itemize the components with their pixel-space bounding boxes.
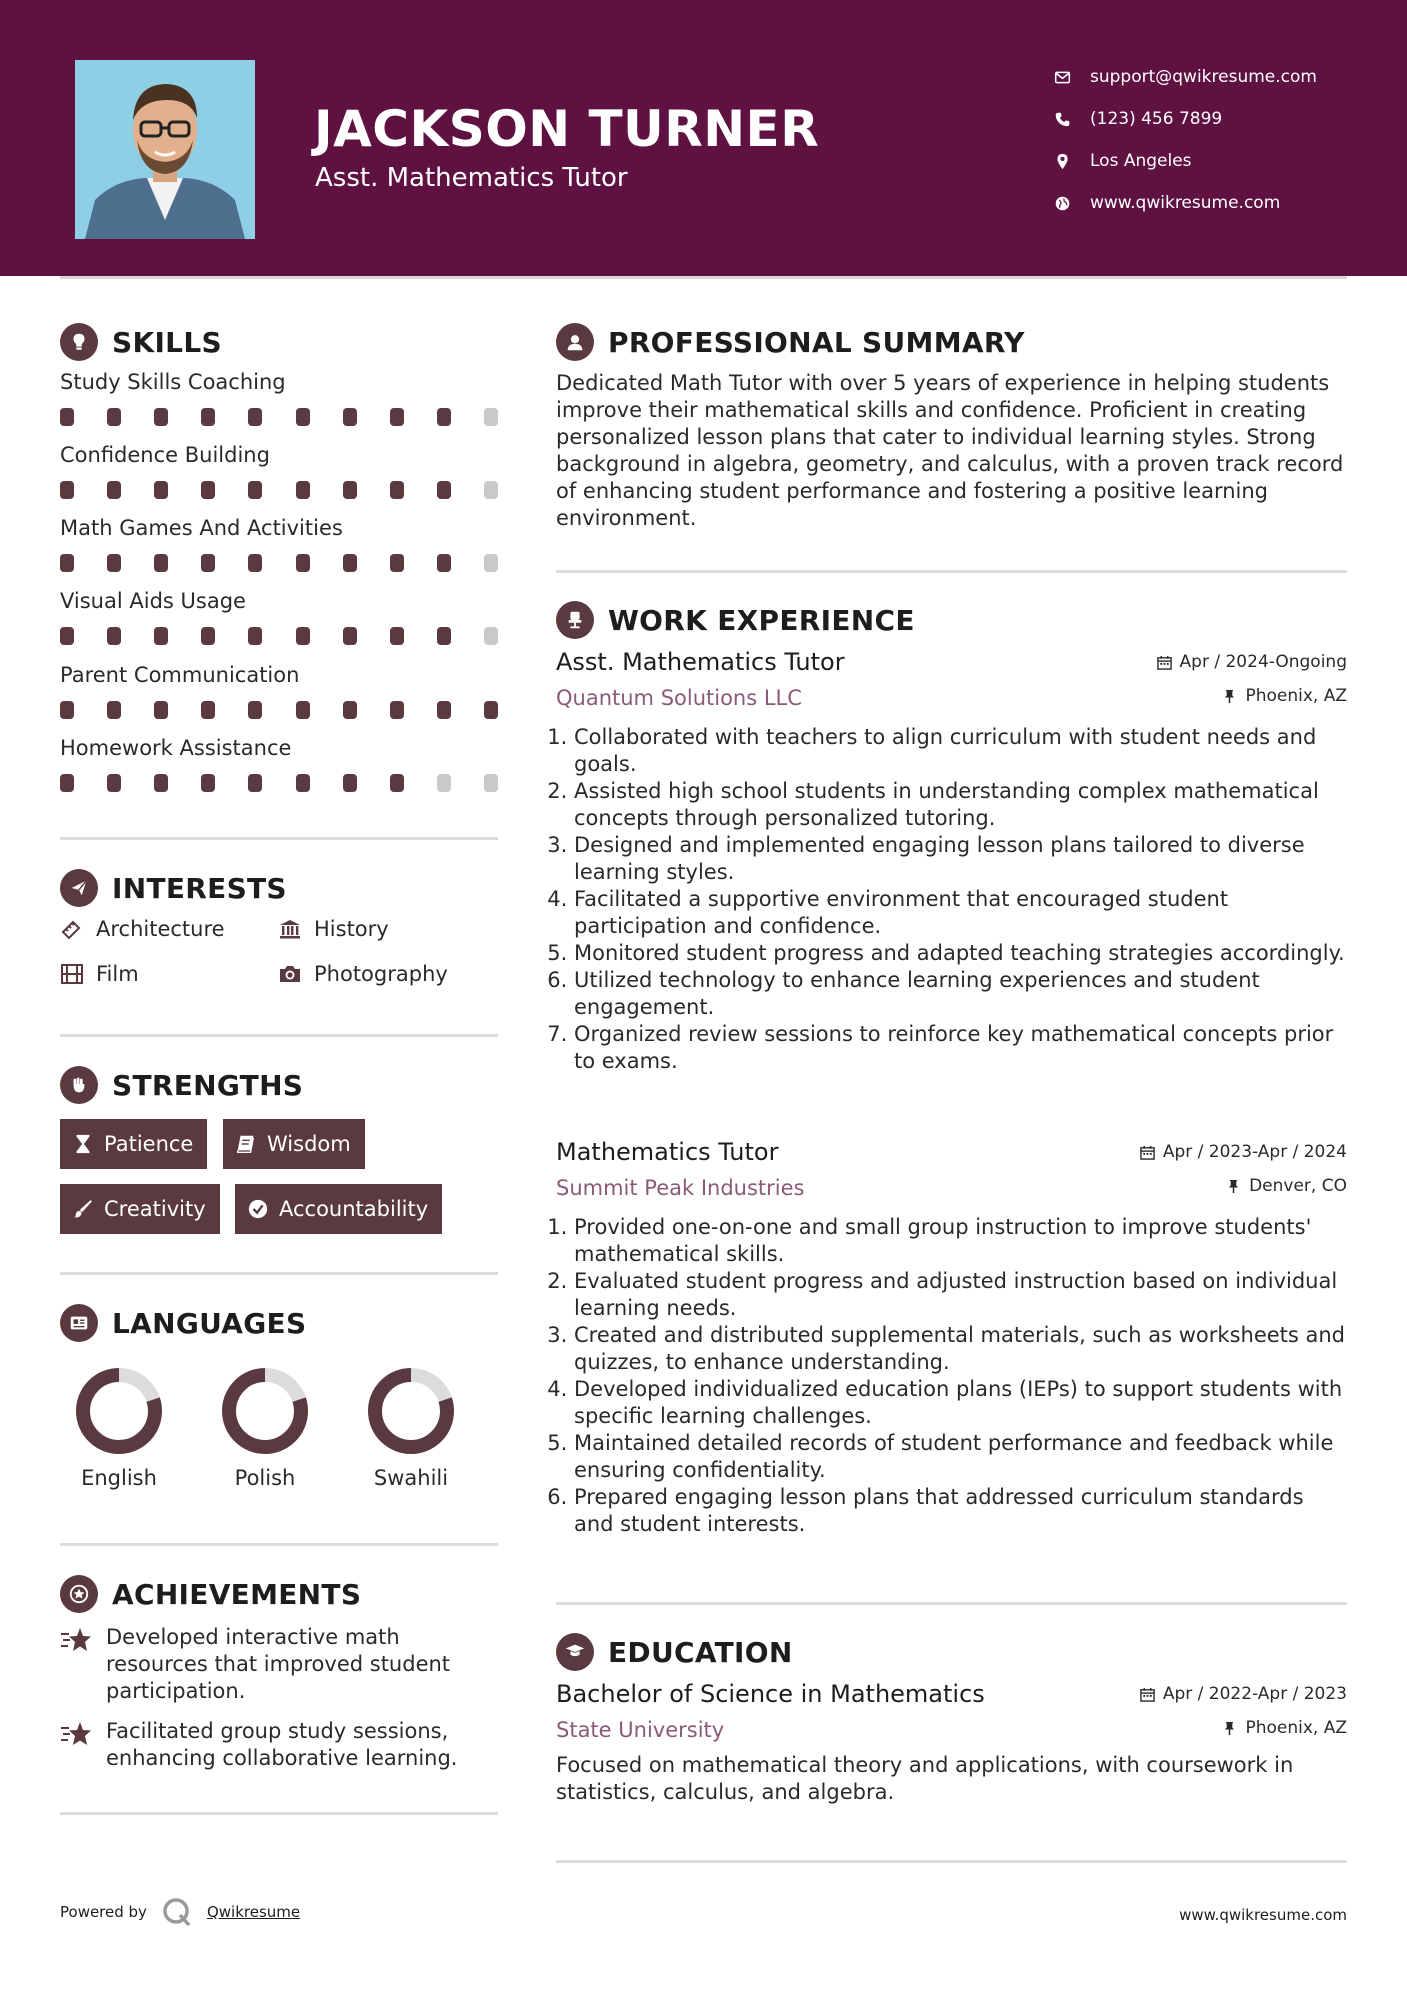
contact-list bbox=[1054, 56, 1317, 224]
user-icon bbox=[556, 323, 594, 361]
contact-location-text: Los Angeles bbox=[1090, 151, 1192, 171]
rating-dot-filled bbox=[201, 408, 215, 426]
rating-dot-empty bbox=[484, 408, 498, 426]
rating-dot-filled bbox=[248, 554, 262, 572]
interest-item bbox=[278, 962, 448, 986]
rating-dot-filled bbox=[484, 701, 498, 719]
rating-dot-filled bbox=[390, 481, 404, 499]
job-bullet: 3. Designed and implemented engaging lesson plans tailored to diverse learning styles. bbox=[574, 832, 1347, 886]
raised-fist-icon bbox=[60, 1066, 98, 1104]
rating-dot-filled bbox=[107, 408, 121, 426]
skills-title: SKILLS bbox=[112, 325, 222, 359]
strength-tag bbox=[60, 1184, 220, 1234]
interests-title: INTERESTS bbox=[112, 871, 287, 905]
achievements-title: ACHIEVEMENTS bbox=[112, 1577, 362, 1611]
contact-email[interactable] bbox=[1054, 56, 1317, 98]
pushpin-icon bbox=[1222, 689, 1237, 704]
skill-name: Visual Aids Usage bbox=[60, 589, 246, 613]
footer-powered-by bbox=[60, 1896, 300, 1928]
experience-title: WORK EXPERIENCE bbox=[608, 603, 915, 637]
skill-item bbox=[60, 589, 500, 645]
powered-by-text: Powered by bbox=[60, 1903, 147, 1921]
job-location bbox=[1222, 686, 1347, 706]
profile-photo bbox=[75, 60, 255, 239]
job-date-text: Apr / 2023-Apr / 2024 bbox=[1162, 1142, 1347, 1162]
rating-dot-filled bbox=[390, 554, 404, 572]
skill-name: Study Skills Coaching bbox=[60, 370, 286, 394]
rating-dot-filled bbox=[296, 554, 310, 572]
job-title: Mathematics Tutor bbox=[556, 1138, 779, 1166]
rating-dot-filled bbox=[248, 408, 262, 426]
rating-dot-filled bbox=[248, 701, 262, 719]
summary-text: Dedicated Math Tutor with over 5 years of experience in helping students improve their mathematical skills and confidence. Proficient in creating personalized lesson plans that cater to individual learning styles. Strong background in algebra, geometry, and calculus, with a proven track record of enhancing student performance and fostering a positive learning environment. bbox=[556, 371, 1344, 530]
rating-dot-empty bbox=[484, 481, 498, 499]
strength-tag bbox=[235, 1184, 442, 1234]
envelope-icon bbox=[1054, 69, 1090, 86]
rating-dot-filled bbox=[343, 627, 357, 645]
contact-website-text: www.qwikresume.com bbox=[1090, 193, 1281, 213]
language-name: Polish bbox=[234, 1466, 296, 1490]
job-location-text: Denver, CO bbox=[1249, 1176, 1347, 1196]
rating-dot-filled bbox=[296, 774, 310, 792]
rating-dot-filled bbox=[107, 481, 121, 499]
rating-dot-filled bbox=[201, 554, 215, 572]
contact-website[interactable] bbox=[1054, 182, 1317, 224]
resume-header bbox=[0, 0, 1407, 276]
rating-dot-filled bbox=[437, 554, 451, 572]
skill-rating bbox=[60, 554, 498, 572]
divider bbox=[556, 570, 1347, 573]
divider bbox=[60, 1812, 498, 1815]
rating-dot-filled bbox=[154, 481, 168, 499]
lightbulb-icon bbox=[60, 323, 98, 361]
job-entry bbox=[556, 1138, 1347, 1538]
job-bullets bbox=[556, 724, 1347, 1075]
museum-icon bbox=[278, 917, 302, 941]
interest-item bbox=[60, 962, 139, 986]
office-chair-icon bbox=[556, 601, 594, 639]
skill-item bbox=[60, 443, 500, 499]
skill-rating bbox=[60, 627, 498, 645]
rating-dot-filled bbox=[154, 554, 168, 572]
rating-dot-filled bbox=[390, 701, 404, 719]
rating-dot-filled bbox=[201, 481, 215, 499]
rating-dot-filled bbox=[60, 627, 74, 645]
strengths-heading bbox=[60, 1066, 303, 1104]
education-location-text: Phoenix, AZ bbox=[1245, 1718, 1347, 1738]
rating-dot-empty bbox=[437, 774, 451, 792]
education-degree: Bachelor of Science in Mathematics bbox=[556, 1680, 985, 1708]
rating-dot-filled bbox=[60, 774, 74, 792]
rating-dot-filled bbox=[296, 701, 310, 719]
language-proficiency-ring bbox=[220, 1366, 310, 1456]
rating-dot-filled bbox=[437, 408, 451, 426]
job-date-text: Apr / 2024-Ongoing bbox=[1179, 652, 1347, 672]
rating-dot-filled bbox=[154, 701, 168, 719]
rating-dot-filled bbox=[107, 627, 121, 645]
education-heading bbox=[556, 1633, 793, 1671]
language-name: Swahili bbox=[373, 1466, 449, 1490]
rating-dot-filled bbox=[343, 554, 357, 572]
education-description: Focused on mathematical theory and applications, with coursework in statistics, calculus, and algebra. bbox=[556, 1753, 1294, 1804]
shooting-star-icon bbox=[60, 1626, 92, 1654]
job-bullet: 1. Collaborated with teachers to align curriculum with student needs and goals. bbox=[574, 724, 1347, 778]
calendar-icon bbox=[1140, 1145, 1155, 1160]
education-school: State University bbox=[556, 1718, 725, 1742]
shooting-star-icon bbox=[60, 1720, 92, 1748]
rating-dot-filled bbox=[107, 701, 121, 719]
divider bbox=[556, 1602, 1347, 1605]
education-entry bbox=[556, 1680, 1347, 1806]
achievement-text: Facilitated group study sessions, enhancing collaborative learning. bbox=[106, 1719, 458, 1770]
book-icon bbox=[235, 1133, 257, 1155]
job-bullet: 2. Evaluated student progress and adjusted instruction based on individual learning needs. bbox=[574, 1268, 1347, 1322]
globe-icon bbox=[1054, 195, 1090, 212]
skills-heading bbox=[60, 323, 222, 361]
job-bullet: 4. Facilitated a supportive environment that encouraged student participation and confidence. bbox=[574, 886, 1347, 940]
education-date bbox=[1140, 1684, 1347, 1704]
interest-label: Film bbox=[96, 962, 139, 986]
rating-dot-filled bbox=[154, 408, 168, 426]
contact-phone[interactable] bbox=[1054, 98, 1317, 140]
skill-item bbox=[60, 736, 500, 792]
divider bbox=[60, 1272, 498, 1275]
language-item bbox=[205, 1366, 325, 1490]
pushpin-icon bbox=[1226, 1179, 1241, 1194]
rating-dot-filled bbox=[201, 701, 215, 719]
language-item bbox=[59, 1366, 179, 1490]
hourglass-icon bbox=[72, 1133, 94, 1155]
rating-dot-filled bbox=[296, 481, 310, 499]
rating-dot-filled bbox=[248, 481, 262, 499]
language-name: English bbox=[81, 1466, 157, 1490]
skill-rating bbox=[60, 701, 498, 719]
skill-rating bbox=[60, 774, 498, 792]
job-company: Quantum Solutions LLC bbox=[556, 686, 802, 710]
header-divider bbox=[60, 276, 1347, 279]
languages-heading bbox=[60, 1304, 306, 1342]
strengths-title: STRENGTHS bbox=[112, 1068, 304, 1102]
rating-dot-filled bbox=[107, 554, 121, 572]
job-date bbox=[1140, 1142, 1347, 1162]
contact-phone-text: (123) 456 7899 bbox=[1090, 109, 1223, 129]
skill-item bbox=[60, 370, 500, 426]
skill-item bbox=[60, 663, 500, 719]
job-location bbox=[1226, 1176, 1347, 1196]
job-company: Summit Peak Industries bbox=[556, 1176, 805, 1200]
rating-dot-empty bbox=[484, 774, 498, 792]
rating-dot-filled bbox=[437, 627, 451, 645]
interests-heading bbox=[60, 869, 287, 907]
rating-dot-filled bbox=[201, 627, 215, 645]
ruler-pencil-icon bbox=[60, 917, 84, 941]
interest-label: Photography bbox=[314, 962, 448, 986]
rating-dot-filled bbox=[296, 408, 310, 426]
skill-rating bbox=[60, 408, 498, 426]
pushpin-icon bbox=[1222, 1721, 1237, 1736]
paper-plane-icon bbox=[60, 869, 98, 907]
achievement-item bbox=[60, 1718, 500, 1772]
language-proficiency-ring bbox=[366, 1366, 456, 1456]
interest-item bbox=[278, 917, 389, 941]
skill-rating bbox=[60, 481, 498, 499]
strength-label: Accountability bbox=[279, 1197, 429, 1221]
job-bullet: 1. Provided one-on-one and small group instruction to improve students' mathematical skills. bbox=[574, 1214, 1347, 1268]
job-date bbox=[1157, 652, 1347, 672]
rating-dot-filled bbox=[343, 774, 357, 792]
achievement-text: Developed interactive math resources that improved student participation. bbox=[106, 1625, 451, 1703]
language-card-icon bbox=[60, 1304, 98, 1342]
contact-location bbox=[1054, 140, 1317, 182]
phone-icon bbox=[1054, 111, 1090, 128]
skill-name: Parent Communication bbox=[60, 663, 300, 687]
job-bullets bbox=[556, 1214, 1347, 1538]
map-marker-icon bbox=[1054, 153, 1090, 170]
rating-dot-filled bbox=[437, 481, 451, 499]
rating-dot-filled bbox=[248, 774, 262, 792]
footer-url[interactable]: www.qwikresume.com bbox=[1179, 1906, 1347, 1924]
job-bullet: 5. Maintained detailed records of student performance and feedback while ensuring confidentiality. bbox=[574, 1430, 1347, 1484]
job-bullet: 5. Monitored student progress and adapted teaching strategies accordingly. bbox=[574, 940, 1347, 967]
calendar-icon bbox=[1140, 1687, 1155, 1702]
interest-label: Architecture bbox=[96, 917, 225, 941]
experience-heading bbox=[556, 601, 915, 639]
achievements-heading bbox=[60, 1575, 361, 1613]
rating-dot-filled bbox=[248, 627, 262, 645]
job-bullet: 7. Organized review sessions to reinforce key mathematical concepts prior to exams. bbox=[574, 1021, 1347, 1075]
rating-dot-filled bbox=[60, 481, 74, 499]
education-date-text: Apr / 2022-Apr / 2023 bbox=[1162, 1684, 1347, 1704]
divider bbox=[60, 1543, 498, 1546]
skill-name: Confidence Building bbox=[60, 443, 270, 467]
interest-item bbox=[60, 917, 225, 941]
languages-title: LANGUAGES bbox=[112, 1306, 307, 1340]
candidate-name: JACKSON TURNER bbox=[314, 100, 820, 158]
interest-label: History bbox=[314, 917, 389, 941]
rating-dot-filled bbox=[390, 408, 404, 426]
job-bullet: 2. Assisted high school students in understanding complex mathematical concepts through personalized tutoring. bbox=[574, 778, 1347, 832]
summary-heading bbox=[556, 323, 1025, 361]
rating-dot-filled bbox=[343, 408, 357, 426]
rating-dot-filled bbox=[296, 627, 310, 645]
job-title: Asst. Mathematics Tutor bbox=[556, 648, 845, 676]
achievement-item bbox=[60, 1624, 500, 1705]
job-bullet: 6. Prepared engaging lesson plans that addressed curriculum standards and student interests. bbox=[574, 1484, 1347, 1538]
job-bullet: 6. Utilized technology to enhance learning experiences and student engagement. bbox=[574, 967, 1347, 1021]
rating-dot-filled bbox=[390, 627, 404, 645]
language-item bbox=[351, 1366, 471, 1490]
job-bullet: 3. Created and distributed supplemental materials, such as worksheets and quizzes, to enhance understanding. bbox=[574, 1322, 1347, 1376]
camera-icon bbox=[278, 962, 302, 986]
strength-label: Creativity bbox=[104, 1197, 206, 1221]
rating-dot-filled bbox=[107, 774, 121, 792]
job-location-text: Phoenix, AZ bbox=[1245, 686, 1347, 706]
check-circle-icon bbox=[247, 1198, 269, 1220]
rating-dot-filled bbox=[343, 701, 357, 719]
language-proficiency-ring bbox=[74, 1366, 164, 1456]
rating-dot-filled bbox=[60, 554, 74, 572]
calendar-icon bbox=[1157, 655, 1172, 670]
graduate-icon bbox=[556, 1633, 594, 1671]
brand-link[interactable]: Qwikresume bbox=[206, 1903, 301, 1921]
rating-dot-filled bbox=[154, 774, 168, 792]
summary-title: PROFESSIONAL SUMMARY bbox=[608, 325, 1025, 359]
rating-dot-filled bbox=[437, 701, 451, 719]
rating-dot-filled bbox=[154, 627, 168, 645]
skill-name: Homework Assistance bbox=[60, 736, 292, 760]
film-icon bbox=[60, 962, 84, 986]
strength-tag bbox=[223, 1119, 365, 1169]
paint-brush-icon bbox=[72, 1198, 94, 1220]
rating-dot-filled bbox=[60, 701, 74, 719]
rating-dot-empty bbox=[484, 627, 498, 645]
strength-tag bbox=[60, 1119, 207, 1169]
skill-name: Math Games And Activities bbox=[60, 516, 343, 540]
divider bbox=[556, 1860, 1347, 1863]
job-bullet: 4. Developed individualized education plans (IEPs) to support students with specific learning challenges. bbox=[574, 1376, 1347, 1430]
candidate-title: Asst. Mathematics Tutor bbox=[315, 163, 628, 193]
job-entry bbox=[556, 648, 1347, 1075]
divider bbox=[60, 1034, 498, 1037]
divider bbox=[60, 837, 498, 840]
contact-email-text: support@qwikresume.com bbox=[1090, 67, 1317, 87]
strength-label: Patience bbox=[104, 1132, 194, 1156]
qwikresume-logo-icon bbox=[161, 1896, 193, 1928]
star-badge-icon bbox=[60, 1575, 98, 1613]
strength-label: Wisdom bbox=[267, 1132, 351, 1156]
rating-dot-filled bbox=[343, 481, 357, 499]
rating-dot-filled bbox=[60, 408, 74, 426]
rating-dot-filled bbox=[390, 774, 404, 792]
education-title: EDUCATION bbox=[608, 1635, 793, 1669]
rating-dot-empty bbox=[484, 554, 498, 572]
skill-item bbox=[60, 516, 500, 572]
education-location bbox=[1222, 1718, 1347, 1738]
rating-dot-filled bbox=[201, 774, 215, 792]
